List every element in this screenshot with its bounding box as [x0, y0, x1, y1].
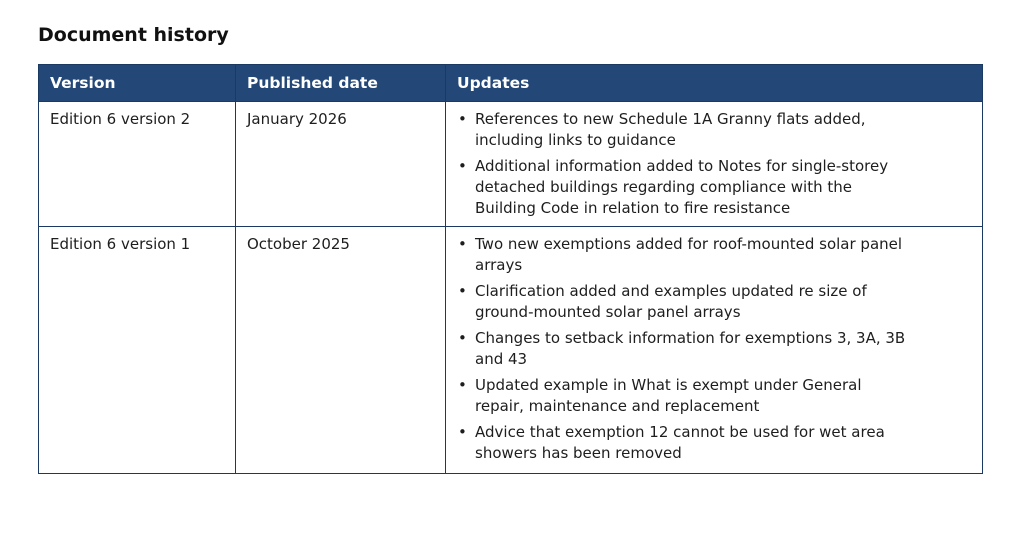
published-date-cell: October 2025	[236, 227, 446, 474]
updates-cell	[446, 227, 983, 474]
update-item: • Changes to setback information for exemptions 3, 3A, 3B and 43	[457, 328, 915, 370]
version-cell: Edition 6 version 1	[39, 227, 236, 474]
update-item: • Clarification added and examples updated re size of ground-mounted solar panel arrays	[457, 281, 915, 323]
update-item: • Additional information added to Notes for single-storey detached buildings regarding compliance with the Building Code in relation to fire resistance	[457, 156, 915, 219]
page-title: Document history	[38, 24, 229, 46]
table-row	[39, 102, 983, 227]
update-item: • References to new Schedule 1A Granny flats added, including links to guidance	[457, 109, 915, 151]
updates-cell	[446, 102, 983, 227]
updates-list	[457, 109, 971, 219]
document-history-table	[38, 64, 983, 474]
updates-list	[457, 234, 971, 464]
table-header-row	[39, 65, 983, 102]
update-item: • Updated example in What is exempt under General repair, maintenance and replacement	[457, 375, 915, 417]
published-date-cell: January 2026	[236, 102, 446, 227]
column-header-updates: Updates	[446, 65, 983, 102]
column-header-version: Version	[39, 65, 236, 102]
update-item: • Two new exemptions added for roof-mounted solar panel arrays	[457, 234, 915, 276]
table-row	[39, 227, 983, 474]
update-item: • Advice that exemption 12 cannot be used for wet area showers has been removed	[457, 422, 915, 464]
version-cell: Edition 6 version 2	[39, 102, 236, 227]
column-header-published-date: Published date	[236, 65, 446, 102]
